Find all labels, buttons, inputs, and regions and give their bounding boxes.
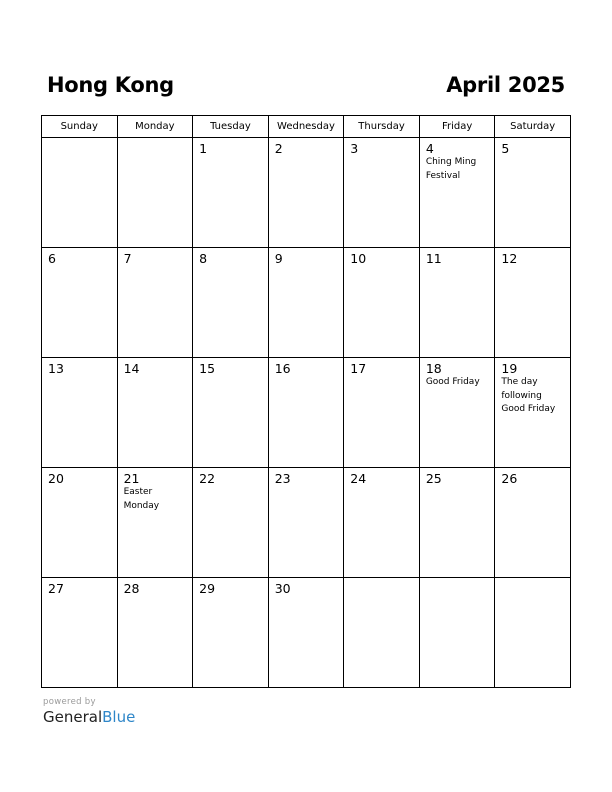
day-cell-19[interactable] bbox=[495, 358, 571, 468]
day-cell-content bbox=[495, 138, 570, 156]
day-cell-content bbox=[42, 578, 117, 596]
holiday-label: Ching Ming Festival bbox=[425, 157, 477, 181]
week-row bbox=[42, 358, 571, 468]
day-number: 9 bbox=[274, 251, 283, 266]
day-number: 23 bbox=[274, 471, 291, 486]
day-cell-content bbox=[193, 358, 268, 376]
week-row bbox=[42, 248, 571, 358]
day-number: 26 bbox=[501, 471, 518, 486]
day-cell-20[interactable] bbox=[42, 468, 118, 578]
day-cell-content bbox=[42, 468, 117, 486]
weekday-sunday: Sunday bbox=[42, 116, 118, 138]
day-number: 28 bbox=[123, 581, 140, 596]
day-number: 21 bbox=[123, 471, 140, 486]
day-number: 18 bbox=[425, 361, 442, 376]
weekday-saturday: Saturday bbox=[495, 116, 571, 138]
generalblue-logo[interactable] bbox=[43, 708, 135, 726]
day-cell-content bbox=[269, 358, 344, 376]
day-cell-content bbox=[193, 248, 268, 266]
weekday-wednesday: Wednesday bbox=[268, 116, 344, 138]
day-number: 10 bbox=[350, 251, 367, 266]
day-cell-10[interactable] bbox=[344, 248, 420, 358]
holiday-label: Easter Monday bbox=[123, 487, 160, 511]
day-number: 5 bbox=[501, 141, 510, 156]
calendar-header bbox=[47, 70, 565, 100]
day-cell-9[interactable] bbox=[268, 248, 344, 358]
day-cell-content bbox=[344, 138, 419, 156]
day-cell-29[interactable] bbox=[193, 578, 269, 688]
day-number: 13 bbox=[48, 361, 64, 376]
day-cell-content bbox=[344, 468, 419, 486]
day-number: 17 bbox=[350, 361, 367, 376]
day-cell-content bbox=[118, 578, 193, 596]
day-number: 4 bbox=[425, 141, 434, 156]
empty-day-cell bbox=[419, 578, 495, 688]
weekday-friday: Friday bbox=[419, 116, 495, 138]
day-cell-28[interactable] bbox=[117, 578, 193, 688]
weekday-monday: Monday bbox=[117, 116, 193, 138]
day-number: 20 bbox=[48, 471, 64, 486]
day-number: 22 bbox=[199, 471, 216, 486]
day-cell-content bbox=[344, 248, 419, 266]
day-number: 1 bbox=[199, 141, 208, 156]
day-number: 7 bbox=[123, 251, 132, 266]
day-cell-content bbox=[495, 358, 570, 417]
day-cell-16[interactable] bbox=[268, 358, 344, 468]
day-cell-12[interactable] bbox=[495, 248, 571, 358]
country-title: Hong Kong bbox=[47, 73, 174, 97]
day-cell-content bbox=[269, 468, 344, 486]
weekday-thursday: Thursday bbox=[344, 116, 420, 138]
day-cell-2[interactable] bbox=[268, 138, 344, 248]
week-row bbox=[42, 138, 571, 248]
day-cell-content bbox=[193, 468, 268, 486]
day-cell-content bbox=[420, 138, 495, 183]
day-cell-26[interactable] bbox=[495, 468, 571, 578]
day-cell-content bbox=[495, 468, 570, 486]
day-number: 19 bbox=[501, 361, 518, 376]
day-cell-18[interactable] bbox=[419, 358, 495, 468]
day-number: 30 bbox=[274, 581, 291, 596]
day-cell-14[interactable] bbox=[117, 358, 193, 468]
day-number: 11 bbox=[425, 251, 442, 266]
day-number: 6 bbox=[48, 251, 56, 266]
day-number: 8 bbox=[199, 251, 208, 266]
day-cell-25[interactable] bbox=[419, 468, 495, 578]
calendar-grid bbox=[41, 115, 571, 688]
day-cell-content bbox=[269, 138, 344, 156]
day-cell-content bbox=[344, 358, 419, 376]
day-cell-17[interactable] bbox=[344, 358, 420, 468]
day-cell-3[interactable] bbox=[344, 138, 420, 248]
empty-day-cell bbox=[495, 578, 571, 688]
day-cell-13[interactable] bbox=[42, 358, 118, 468]
day-cell-8[interactable] bbox=[193, 248, 269, 358]
day-cell-content bbox=[42, 138, 117, 141]
day-cell-content bbox=[269, 248, 344, 266]
day-cell-5[interactable] bbox=[495, 138, 571, 248]
brand-general-text: General bbox=[43, 708, 103, 726]
week-row bbox=[42, 468, 571, 578]
day-cell-content bbox=[42, 358, 117, 376]
day-cell-21[interactable] bbox=[117, 468, 193, 578]
day-cell-6[interactable] bbox=[42, 248, 118, 358]
brand-blue-text: Blue bbox=[102, 708, 136, 726]
day-number: 27 bbox=[48, 581, 64, 596]
day-cell-content bbox=[118, 358, 193, 376]
day-cell-content bbox=[420, 468, 495, 486]
day-cell-content bbox=[193, 138, 268, 156]
day-cell-23[interactable] bbox=[268, 468, 344, 578]
day-cell-content bbox=[269, 578, 344, 596]
day-cell-content bbox=[118, 248, 193, 266]
day-cell-content bbox=[420, 578, 495, 581]
holiday-label: Good Friday bbox=[425, 377, 480, 387]
day-number: 24 bbox=[350, 471, 367, 486]
week-row bbox=[42, 578, 571, 688]
day-number: 16 bbox=[274, 361, 291, 376]
month-year-title: April 2025 bbox=[446, 73, 565, 97]
day-cell-30[interactable] bbox=[268, 578, 344, 688]
day-cell-content bbox=[118, 468, 193, 513]
day-cell-22[interactable] bbox=[193, 468, 269, 578]
holiday-label: The day following Good Friday bbox=[501, 377, 556, 414]
day-cell-27[interactable] bbox=[42, 578, 118, 688]
day-cell-1[interactable] bbox=[193, 138, 269, 248]
day-cell-24[interactable] bbox=[344, 468, 420, 578]
footer-branding bbox=[43, 697, 135, 726]
weekday-header-row bbox=[42, 116, 571, 138]
day-cell-content bbox=[344, 578, 419, 581]
powered-by-text: powered by bbox=[43, 697, 96, 707]
day-cell-content bbox=[42, 248, 117, 266]
day-number: 3 bbox=[350, 141, 359, 156]
day-cell-7[interactable] bbox=[117, 248, 193, 358]
day-cell-content bbox=[495, 578, 570, 581]
day-cell-content bbox=[420, 358, 495, 390]
day-number: 29 bbox=[199, 581, 216, 596]
day-cell-content bbox=[495, 248, 570, 266]
weekday-tuesday: Tuesday bbox=[193, 116, 269, 138]
day-number: 25 bbox=[425, 471, 442, 486]
day-cell-content bbox=[420, 248, 495, 266]
day-cell-4[interactable] bbox=[419, 138, 495, 248]
day-number: 15 bbox=[199, 361, 216, 376]
empty-day-cell bbox=[117, 138, 193, 248]
day-number: 12 bbox=[501, 251, 518, 266]
empty-day-cell bbox=[42, 138, 118, 248]
day-cell-content bbox=[193, 578, 268, 596]
day-cell-15[interactable] bbox=[193, 358, 269, 468]
day-cell-content bbox=[118, 138, 193, 141]
empty-day-cell bbox=[344, 578, 420, 688]
day-cell-11[interactable] bbox=[419, 248, 495, 358]
day-number: 14 bbox=[123, 361, 140, 376]
day-number: 2 bbox=[274, 141, 283, 156]
